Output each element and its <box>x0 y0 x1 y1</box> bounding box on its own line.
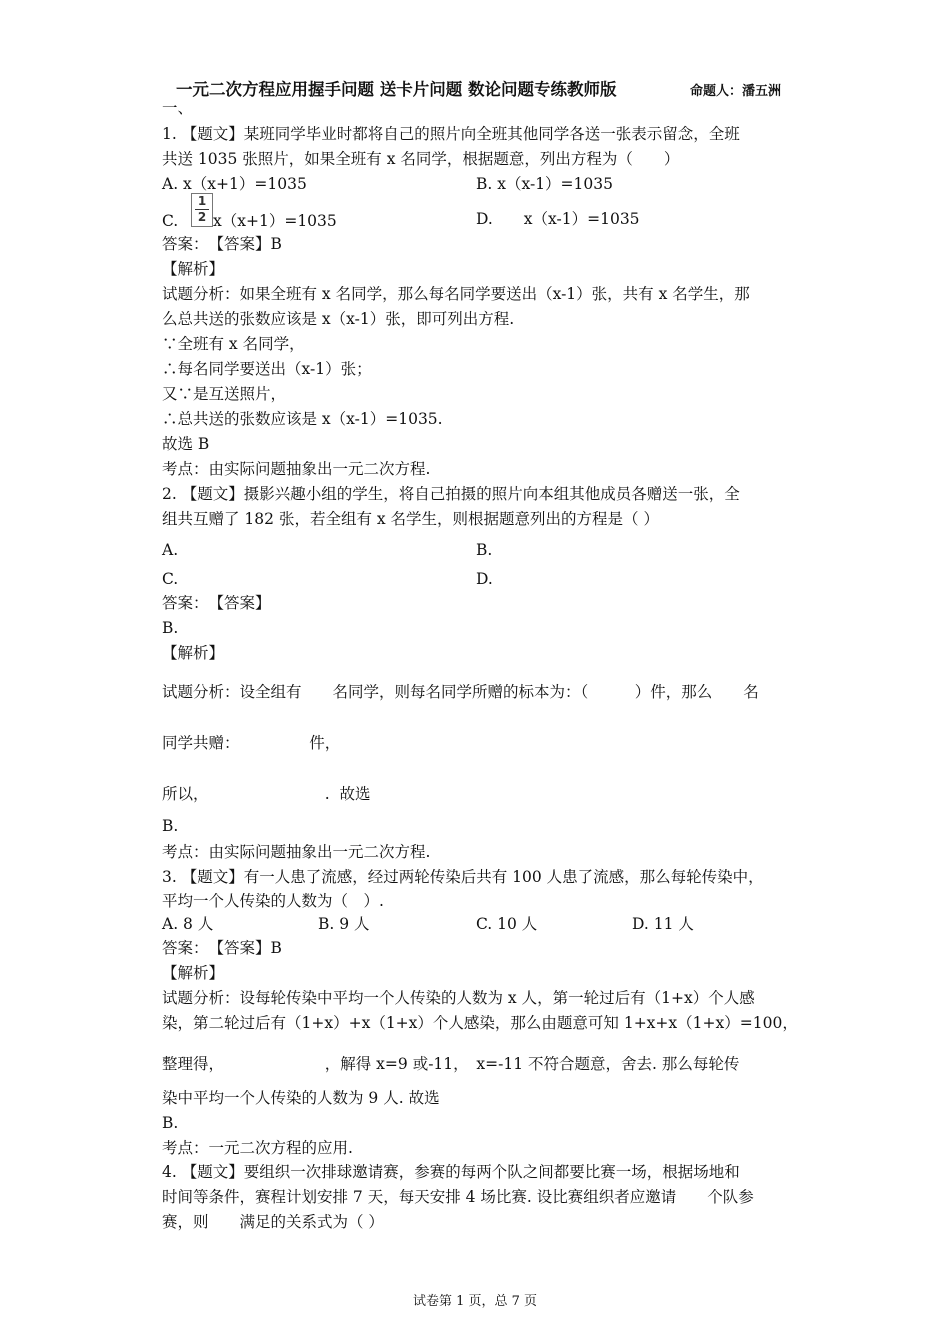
q2-option-d: D. <box>476 570 493 588</box>
author-label: 命题人：潘五洲 <box>690 84 782 99</box>
q1-analysis-line: 又∵是互送照片， <box>162 385 287 403</box>
fraction-denominator: 2 <box>197 210 207 224</box>
q3-analysis-line: 染，第二轮过后有（1+x）+x（1+x）个人感染，那么由题意可知 1+x+x（1+x）=100， <box>162 1014 798 1032</box>
q2-kaodian: 考点：由实际问题抽象出一元二次方程. <box>162 843 431 861</box>
q4-text-line-3: 赛，则 满足的关系式为（ ） <box>162 1213 384 1231</box>
q1-analysis-line: 么总共送的张数应该是 x（x-1）张，即可列出方程. <box>162 310 515 328</box>
q2-text-line-2: 组共互赠了 182 张，若全组有 x 名学生，则根据题意列出的方程是（ ） <box>162 510 659 528</box>
fraction-numerator: 1 <box>197 194 207 208</box>
q4-text-line-2: 时间等条件，赛程计划安排 7 天，每天安排 4 场比赛. 设比赛组织者应邀请 个队参 <box>162 1188 754 1206</box>
q1-text-line-2: 共送 1035 张照片，如果全班有 x 名同学，根据题意，列出方程为（ ） <box>162 150 680 168</box>
q3-text-line-2: 平均一个人传染的人数为（ ）. <box>162 892 384 910</box>
q3-analysis-label: 【解析】 <box>162 964 225 982</box>
q3-text-line-1: 3. 【题文】有一人患了流感，经过两轮传染后共有 100 人患了流感，那么每轮传染中， <box>162 868 764 886</box>
q1-analysis-line: ∴每名同学要送出（x-1）张； <box>162 360 372 378</box>
q3-analysis-line: 整理得， ，解得 x=9 或-11， x=-11 不符合题意，舍去. 那么每轮传 <box>162 1055 740 1073</box>
q1-option-a: A. x（x+1）=1035 <box>162 175 307 193</box>
q2-analysis-label: 【解析】 <box>162 644 225 662</box>
q1-analysis-line: ∵全班有 x 名同学， <box>162 335 305 353</box>
q1-analysis-line: 故选 B <box>162 435 210 453</box>
q3-option-c: C. 10 人 <box>476 915 538 933</box>
q2-option-c: C. <box>162 570 179 588</box>
q2-analysis-line: 所以， . 故选 <box>162 785 371 803</box>
q2-text-line-1: 2. 【题文】摄影兴趣小组的学生，将自己拍摄的照片向本组其他成员各赠送一张，全 <box>162 485 740 503</box>
q1-analysis-line: 试题分析：如果全班有 x 名同学，那么每名同学要送出（x-1）张，共有 x 名学生，那 <box>162 285 750 303</box>
page-footer: 试卷第 1 页，总 7 页 <box>412 1294 538 1309</box>
q1-kaodian: 考点：由实际问题抽象出一元二次方程. <box>162 460 431 478</box>
q2-analysis-line: 试题分析：设全组有 名同学，则每名同学所赠的标本为：（ ）件，那么 名 <box>162 683 759 701</box>
q1-option-b: B. x（x-1）=1035 <box>476 175 613 193</box>
q1-option-c-expr: x（x+1）=1035 <box>213 212 337 230</box>
q1-option-d: D. x（x-1）=1035 <box>476 210 640 228</box>
section-label: 一、 <box>162 99 194 117</box>
q3-option-b: B. 9 人 <box>318 915 370 933</box>
q3-analysis-line: B. <box>162 1114 179 1132</box>
q2-option-b: B. <box>476 541 493 559</box>
q3-analysis-line: 染中平均一个人传染的人数为 9 人. 故选 <box>162 1089 440 1107</box>
q3-kaodian: 考点：一元二次方程的应用. <box>162 1139 353 1157</box>
document-title: 一元二次方程应用握手问题 送卡片问题 数论问题专练教师版 <box>176 80 617 99</box>
q1-text-line-1: 1. 【题文】某班同学毕业时都将自己的照片向全班其他同学各送一张表示留念，全班 <box>162 125 740 143</box>
q4-text-line-1: 4. 【题文】要组织一次排球邀请赛，参赛的每两个队之间都要比赛一场，根据场地和 <box>162 1163 740 1181</box>
q3-answer: 答案： 【答案】B <box>162 939 282 957</box>
q1-option-c-label: C. <box>162 212 179 230</box>
q2-analysis-line: B. <box>162 817 179 835</box>
q1-analysis-line: ∴总共送的张数应该是 x（x-1）=1035. <box>162 410 443 428</box>
q2-answer: 答案： 【答案】 <box>162 594 271 612</box>
q1-analysis-label: 【解析】 <box>162 260 225 278</box>
q3-analysis-line: 试题分析：设每轮传染中平均一个人传染的人数为 x 人，第一轮过后有（1+x）个人感 <box>162 989 755 1007</box>
q2-analysis-line: 同学共赠： 件， <box>162 734 341 752</box>
q2-answer-value: B. <box>162 619 179 637</box>
q3-option-d: D. 11 人 <box>632 915 694 933</box>
q2-option-a: A. <box>162 541 179 559</box>
q1-answer: 答案： 【答案】B <box>162 235 282 253</box>
q3-option-a: A. 8 人 <box>162 915 214 933</box>
fraction-one-half <box>191 193 213 227</box>
